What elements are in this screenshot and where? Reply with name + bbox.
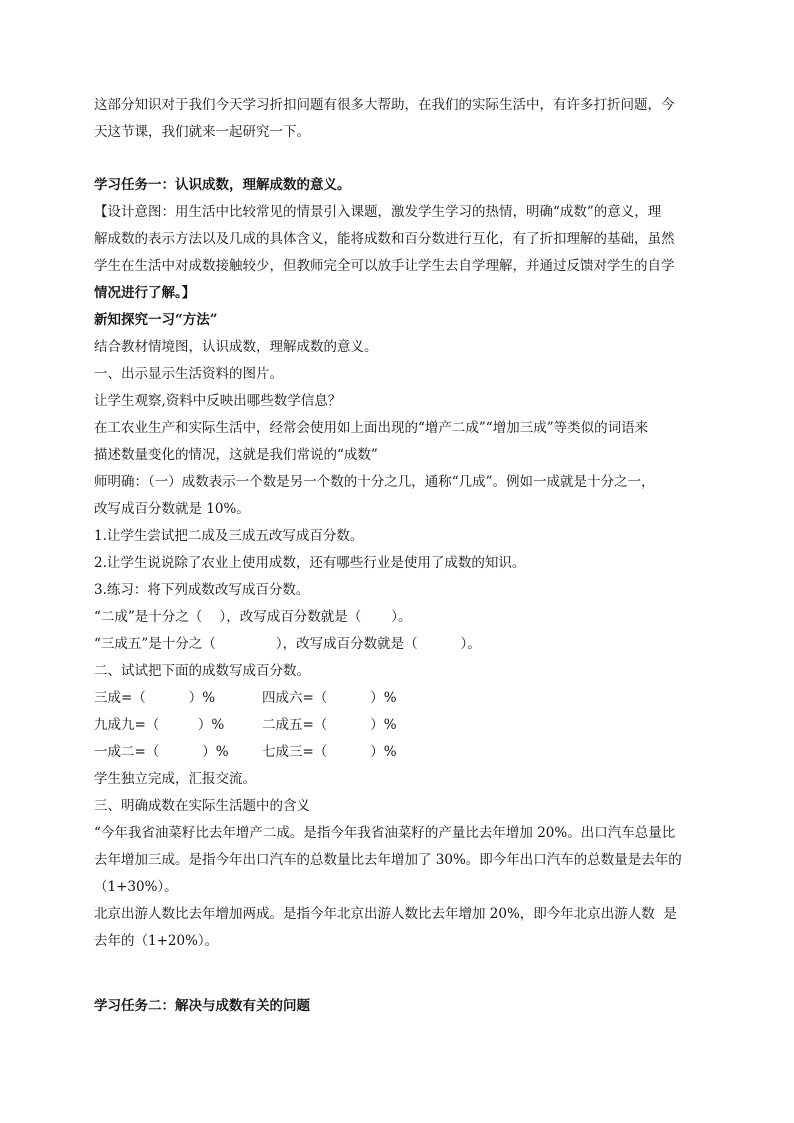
exercise-left: 一成二=（ ）%	[94, 744, 229, 760]
body-line: 北京出游人数比去年增加两成。是指今年北京出游人数比去年增加 20%，即今年北京出游人数 是	[94, 906, 677, 922]
body-line: 去年的（1+20%）。	[94, 933, 219, 949]
body-line: 1.让学生尝试把二成及三成五改写成百分数。	[94, 528, 364, 544]
body-line: 改写成百分数就是 10%。	[94, 501, 250, 517]
design-intent-line: 【设计意图：用生活中比较常见的情景引入课题，激发学生学习的热情，明确“成数”的意义，理	[94, 204, 662, 220]
spacer	[94, 146, 706, 172]
exercise-row	[94, 712, 706, 739]
body-line: 在工农业生产和实际生活中，经常会使用如上面出现的“增产二成”“增加三成”等类似的词语来	[94, 420, 649, 436]
body-line: （1+30%）。	[94, 879, 178, 895]
exercise-right: 二成五=（ ）%	[262, 717, 397, 733]
task2-heading: 学习任务二：解决与成数有关的问题	[94, 998, 310, 1014]
design-intent-line: 情况进行了解。】	[94, 285, 196, 301]
exercise-left: 三成=（ ）%	[94, 690, 216, 706]
exercise-row	[94, 739, 706, 766]
task1-subheading: 新知探究一习“方法”	[94, 312, 218, 328]
design-intent-line: 学生在生活中对成数接触较少，但教师完全可以放手让学生去自学理解，并通过反馈对学生的自学	[94, 258, 675, 274]
body-line: 3.练习：将下列成数改写成百分数。	[94, 582, 310, 598]
design-intent-line: 解成数的表示方法以及几成的具体含义，能将成数和百分数进行互化，有了折扣理解的基础，虽然	[94, 231, 675, 247]
body-line: 2.让学生说说除了农业上使用成数，还有哪些行业是使用了成数的知识。	[94, 555, 526, 571]
body-line: 描述数量变化的情况，这就是我们常说的“成数”	[94, 447, 378, 463]
exercise-right: 七成三=（ ）%	[262, 744, 397, 760]
body-line: 学生独立完成，汇报交流。	[94, 771, 256, 787]
intro-line: 天这节课，我们就来一起研究一下。	[94, 124, 310, 140]
exercise-left: 九成九=（ ）%	[94, 717, 225, 733]
body-line: 一、出示显示生活资料的图片。	[94, 366, 283, 382]
document-page	[94, 92, 706, 1020]
exercise-right: 四成六=（ ）%	[262, 690, 397, 706]
body-line: 去年增加三成。是指今年出口汽车的总数量比去年增加了 30%。即今年出口汽车的总数量是去年的	[94, 852, 682, 868]
task1-heading: 学习任务一：认识成数，理解成数的意义。	[94, 177, 351, 193]
fill-blank-line: “二成”是十分之（ ），改写成百分数就是（ ）。	[94, 609, 412, 625]
body-line: 二、试试把下面的成数写成百分数。	[94, 663, 310, 679]
body-line: 让学生观察,资料中反映出哪些数学信息？	[94, 393, 342, 409]
exercise-row	[94, 685, 706, 712]
body-line: 三、明确成数在实际生活题中的含义	[94, 798, 310, 814]
body-line: 结合教材情境图，认识成数，理解成数的意义。	[94, 339, 378, 355]
body-line: “今年我省油菜籽比去年增产二成。是指今年我省油菜籽的产量比去年增加 20%。出口汽车总量比	[94, 825, 676, 841]
body-line: 师明确：（一）成数表示一个数是另一个数的十分之几，通称“几成”。例如一成就是十分之一，	[94, 474, 655, 490]
fill-blank-line: “三成五”是十分之（ ），改写成百分数就是（ ）。	[94, 636, 481, 652]
intro-line: 这部分知识对于我们今天学习折扣问题有很多大帮助，在我们的实际生活中，有许多打折问题，今	[94, 97, 675, 113]
spacer	[94, 955, 706, 993]
